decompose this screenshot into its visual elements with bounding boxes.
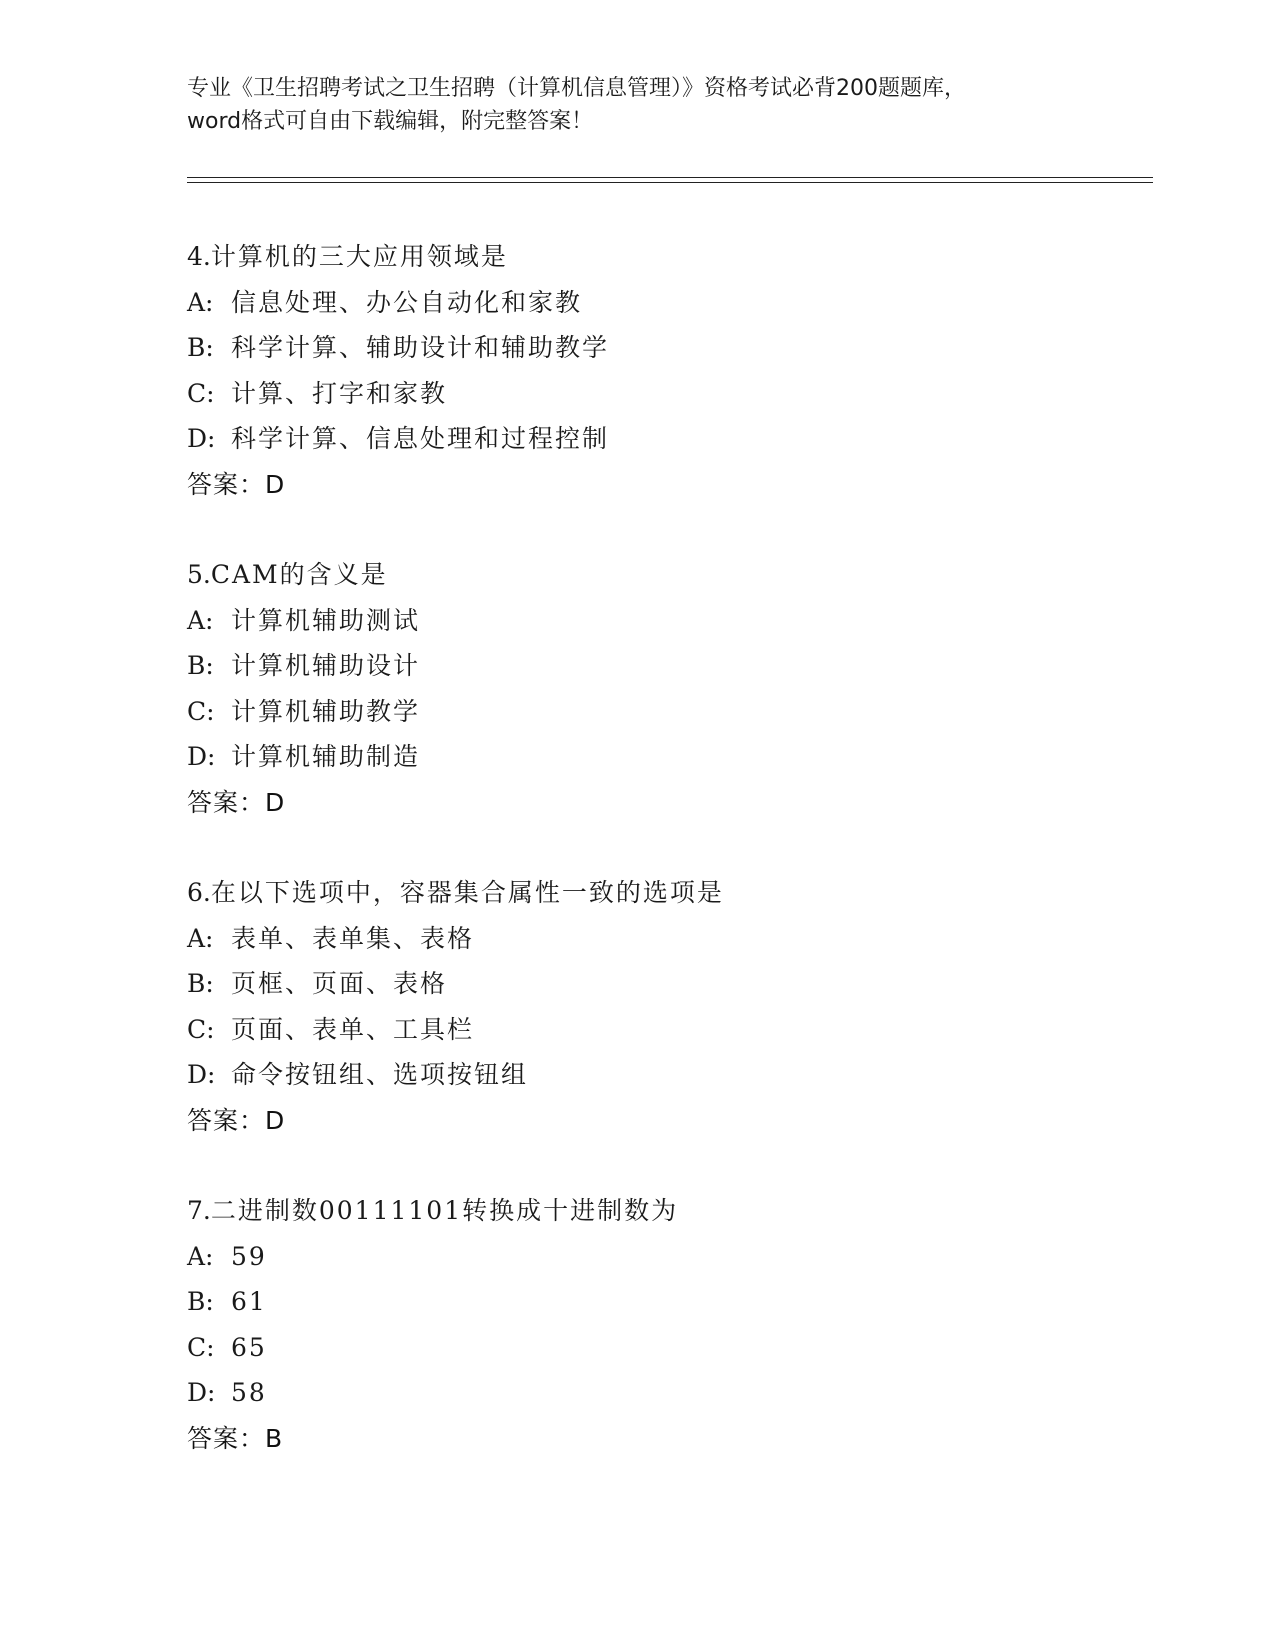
option-key: A: xyxy=(187,605,214,635)
option-key: B: xyxy=(187,969,214,998)
option-d xyxy=(187,1370,1147,1416)
option-key: A: xyxy=(187,1241,214,1271)
option-text: 计算、打字和家教 xyxy=(231,378,448,408)
option-a xyxy=(187,1234,1147,1280)
question-4 xyxy=(187,234,1147,507)
option-text: 页框、页面、表格 xyxy=(231,969,448,998)
answer-line: 答案：D xyxy=(187,787,286,817)
option-text: 计算机辅助设计 xyxy=(231,651,421,680)
option-key: D: xyxy=(187,1378,216,1407)
option-text: 65 xyxy=(231,1332,267,1362)
option-b xyxy=(187,1279,1147,1325)
option-text: 计算机辅助制造 xyxy=(231,742,421,771)
question-text: 在以下选项中，容器集合属性一致的选项是 xyxy=(210,878,724,907)
option-text: 计算机辅助测试 xyxy=(231,605,421,635)
question-stem xyxy=(187,1188,1147,1234)
option-d xyxy=(187,1052,1147,1098)
option-text: 科学计算、辅助设计和辅助教学 xyxy=(231,333,610,362)
answer-line: 答案：D xyxy=(187,1105,286,1135)
header-title-line-1: 专业《卫生招聘考试之卫生招聘（计算机信息管理）》资格考试必背200题题库， xyxy=(187,76,966,101)
question-number: 4. xyxy=(187,242,211,271)
question-6 xyxy=(187,870,1147,1143)
option-text: 61 xyxy=(231,1287,267,1316)
question-number: 7. xyxy=(187,1196,211,1225)
option-text: 表单、表单集、表格 xyxy=(231,923,475,953)
answer-line: 答案：D xyxy=(187,469,286,499)
question-list xyxy=(187,234,1147,1506)
question-7 xyxy=(187,1188,1147,1461)
option-key: B: xyxy=(187,1287,214,1316)
option-key: A: xyxy=(187,287,214,317)
question-number: 6. xyxy=(187,878,211,907)
option-a xyxy=(187,598,1147,644)
option-a xyxy=(187,916,1147,962)
question-5 xyxy=(187,552,1147,825)
question-text: 计算机的三大应用领域是 xyxy=(210,242,508,271)
option-text: 58 xyxy=(231,1378,267,1407)
option-key: C: xyxy=(187,378,215,408)
question-number: 5. xyxy=(187,560,211,589)
question-stem xyxy=(187,870,1147,916)
option-c xyxy=(187,1325,1147,1371)
question-stem xyxy=(187,552,1147,598)
option-key: C: xyxy=(187,1332,215,1362)
option-key: D: xyxy=(187,742,216,771)
option-c xyxy=(187,371,1147,417)
question-text: 二进制数00111101转换成十进制数为 xyxy=(210,1196,679,1225)
header-title-line-2: word格式可自由下载编辑，附完整答案！ xyxy=(187,109,594,134)
header-divider-top xyxy=(187,177,1153,178)
option-key: C: xyxy=(187,696,215,726)
option-text: 信息处理、办公自动化和家教 xyxy=(231,287,583,317)
option-c xyxy=(187,1007,1147,1053)
option-key: D: xyxy=(187,424,216,453)
option-text: 科学计算、信息处理和过程控制 xyxy=(231,424,610,453)
document-header xyxy=(187,72,1077,138)
question-stem xyxy=(187,234,1147,280)
answer-line: 答案：B xyxy=(187,1423,284,1453)
option-a xyxy=(187,280,1147,326)
option-d xyxy=(187,734,1147,780)
option-text: 页面、表单、工具栏 xyxy=(231,1014,475,1044)
option-key: B: xyxy=(187,333,214,362)
option-c xyxy=(187,689,1147,735)
option-key: B: xyxy=(187,651,214,680)
option-d xyxy=(187,416,1147,462)
question-text: CAM的含义是 xyxy=(210,560,388,589)
option-b xyxy=(187,961,1147,1007)
option-key: A: xyxy=(187,923,214,953)
option-key: D: xyxy=(187,1060,216,1089)
option-key: C: xyxy=(187,1014,215,1044)
header-divider-bottom xyxy=(187,182,1153,183)
option-b xyxy=(187,325,1147,371)
option-text: 命令按钮组、选项按钮组 xyxy=(231,1060,529,1089)
option-text: 计算机辅助教学 xyxy=(231,696,421,726)
option-text: 59 xyxy=(231,1241,267,1271)
option-b xyxy=(187,643,1147,689)
